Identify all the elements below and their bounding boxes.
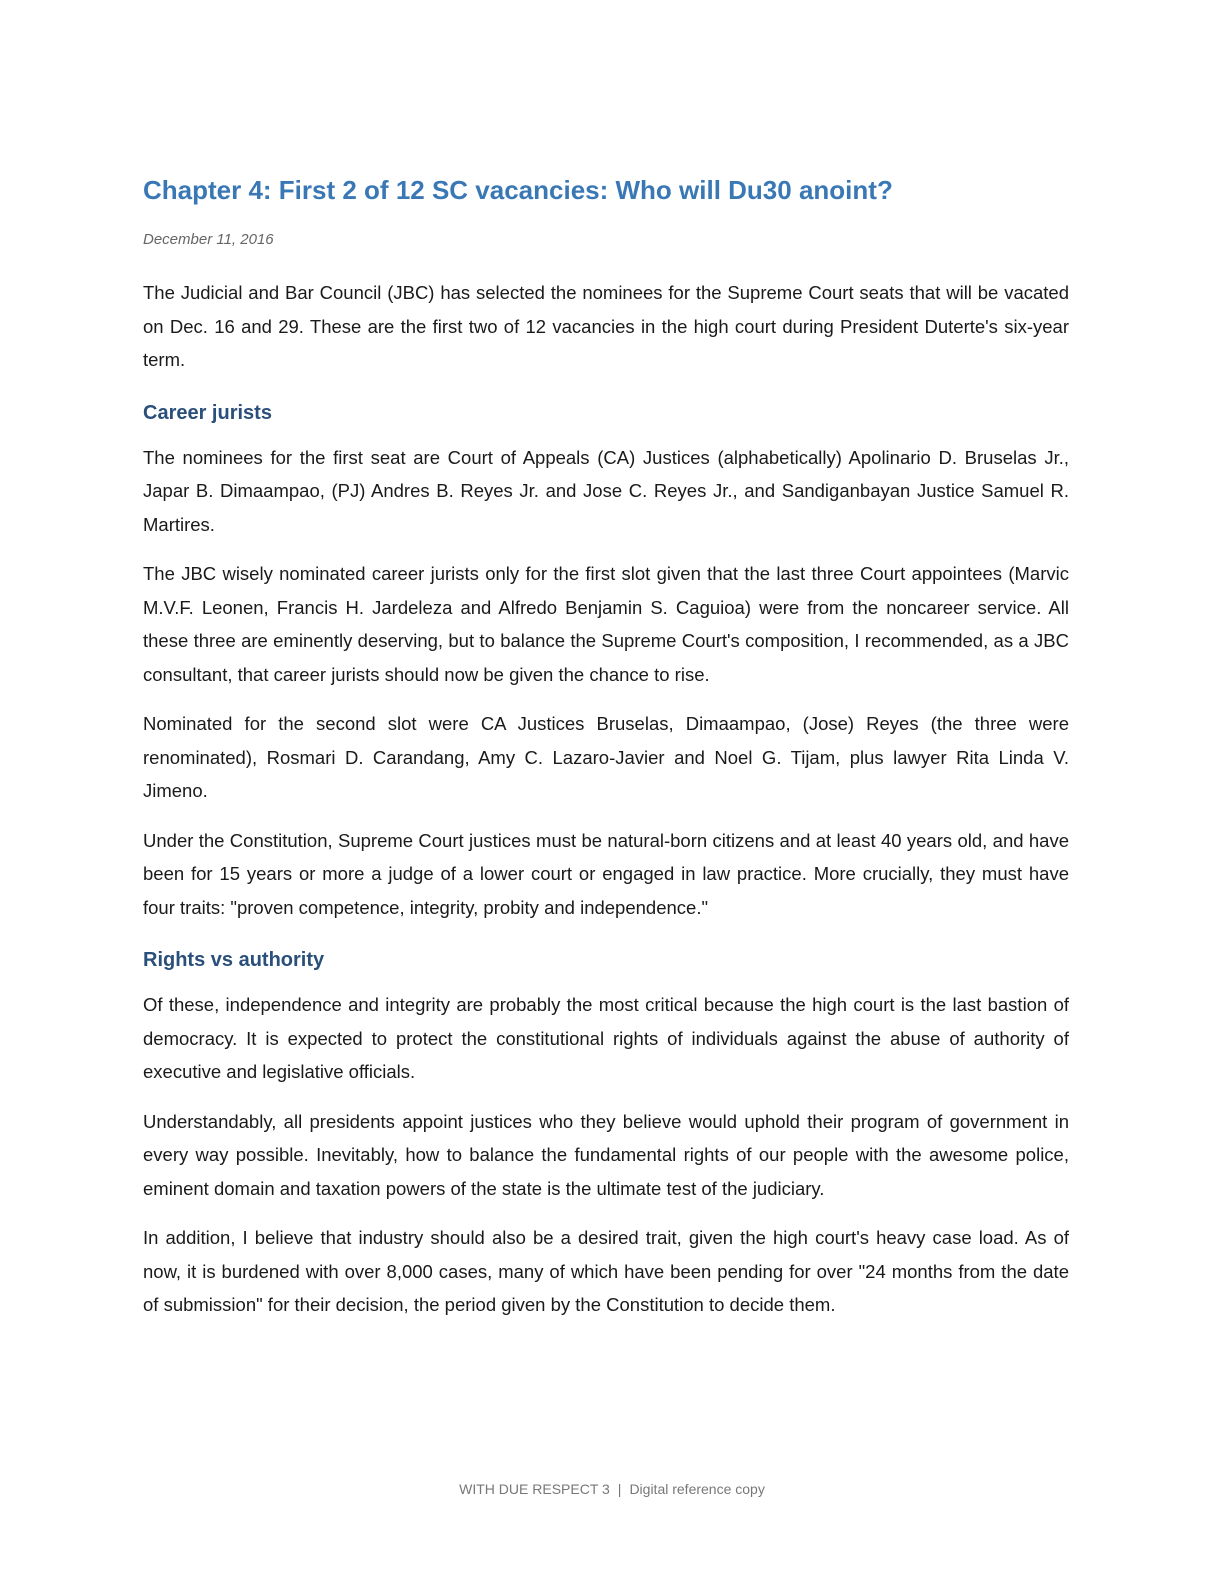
- footer-separator: |: [617, 1481, 622, 1497]
- body-paragraph: The JBC wisely nominated career jurists only for the first slot given that the last three Court appointees (Marvic M.V.F. Leonen, Francis H. Jardeleza and Alfredo Benjamin S. Caguioa) were from the noncareer service. All these three are eminently deserving, but to balance the Supreme Court's composition, I recommended, as a JBC consultant, that career jurists should now be given the chance to rise.: [143, 563, 1069, 685]
- section-heading-career-jurists: Career jurists: [143, 401, 272, 424]
- body-paragraph: Understandably, all presidents appoint justices who they believe would uphold their program of government in every way possible. Inevitably, how to balance the fundamental rights of our people with the awesome police, eminent domain and taxation powers of the state is the ultimate test of the judiciary.: [143, 1110, 1069, 1199]
- body-paragraph: The nominees for the first seat are Court of Appeals (CA) Justices (alphabetically) Apolinario D. Bruselas Jr., Japar B. Dimaampao, (PJ) Andres B. Reyes Jr. and Jose C. Reyes Jr., and Sandiganbayan Justice Samuel R. Martires.: [143, 446, 1069, 535]
- footer-book-page: WITH DUE RESPECT 3: [459, 1481, 610, 1497]
- chapter-title: Chapter 4: First 2 of 12 SC vacancies: Who will Du30 anoint?: [143, 175, 893, 205]
- body-paragraph: Nominated for the second slot were CA Justices Bruselas, Dimaampao, (Jose) Reyes (the three were renominated), Rosmari D. Carandang, Amy C. Lazaro-Javier and Noel G. Tijam, plus lawyer Rita Linda V. Jimeno.: [143, 713, 1069, 801]
- footer-note: Digital reference copy: [629, 1481, 765, 1497]
- page-footer: [0, 1479, 1224, 1499]
- body-paragraph: In addition, I believe that industry should also be a desired trait, given the high court's heavy case load. As of now, it is burdened with over 8,000 cases, many of which have been pending for over "24 months from the date of submission" for their decision, the period given by the Constitution to decide them.: [143, 1227, 1069, 1315]
- publication-date: December 11, 2016: [143, 231, 274, 248]
- document-page: [143, 172, 1069, 1338]
- intro-paragraph: The Judicial and Bar Council (JBC) has selected the nominees for the Supreme Court seats that will be vacated on Dec. 16 and 29. These are the first two of 12 vacancies in the high court during President Duterte's six-year term.: [143, 282, 1069, 370]
- body-paragraph: Of these, independence and integrity are probably the most critical because the high court is the last bastion of democracy. It is expected to protect the constitutional rights of individuals against the abuse of authority of executive and legislative officials.: [143, 994, 1069, 1082]
- section-heading-rights-vs-authority: Rights vs authority: [143, 949, 325, 971]
- body-paragraph: Under the Constitution, Supreme Court justices must be natural-born citizens and at least 40 years old, and have been for 15 years or more a judge of a lower court or engaged in law practice. More crucially, they must have four traits: "proven competence, integrity, probity and independence.": [143, 829, 1069, 918]
